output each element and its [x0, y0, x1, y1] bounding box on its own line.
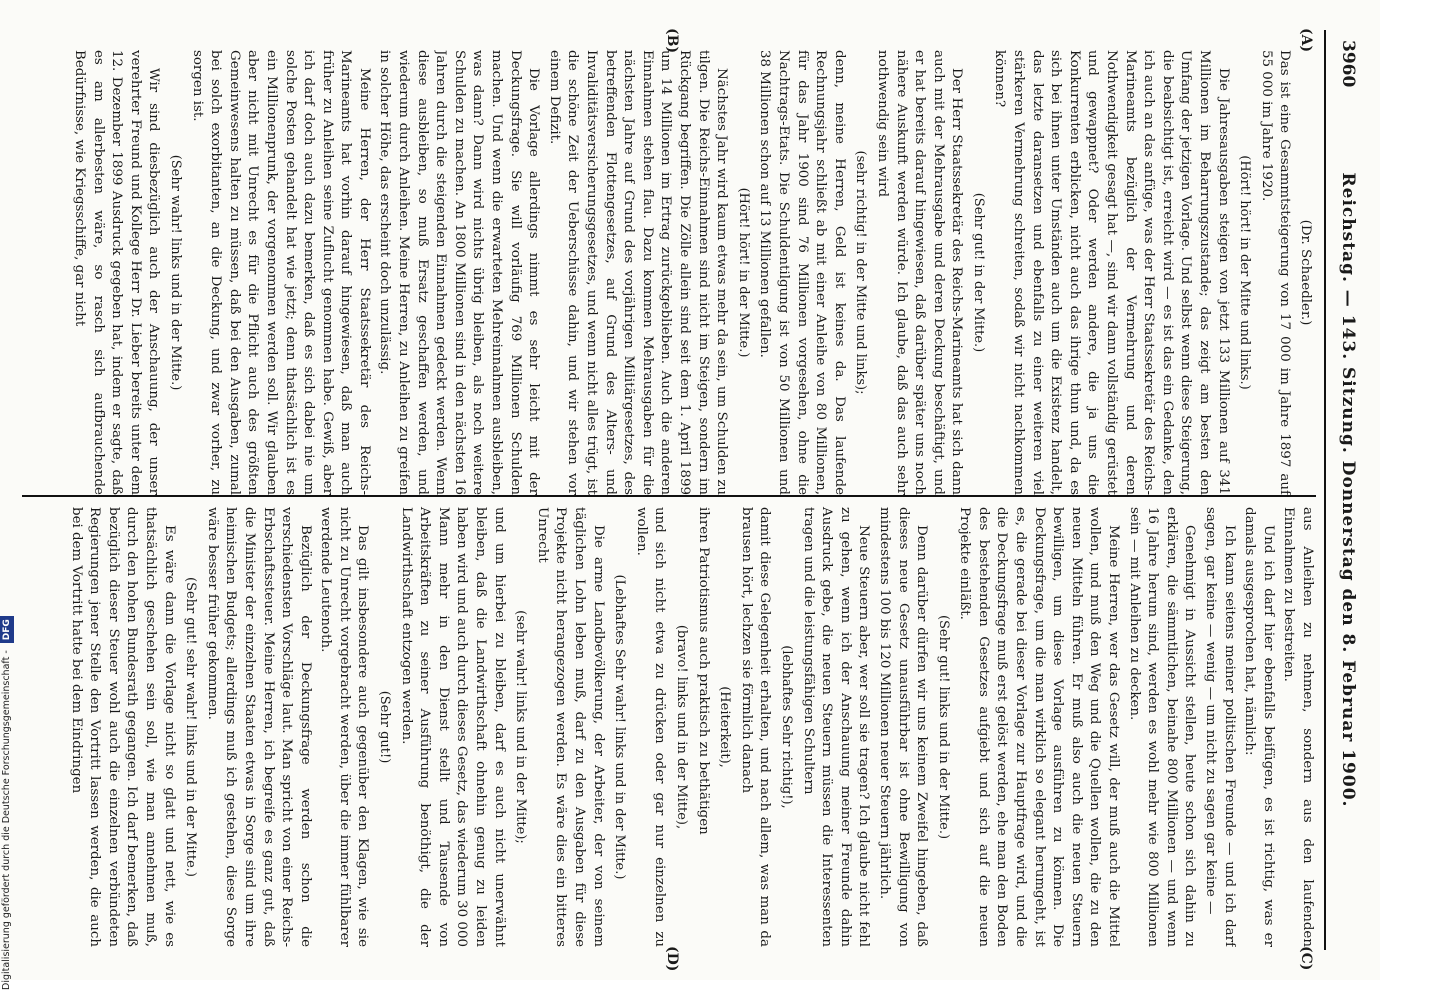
margin-mark-d: (D): [664, 946, 680, 972]
session-title: Reichstag. — 143. Sitzung. Donnerstag den 8. Februar 1900.: [1338, 172, 1358, 808]
paragraph: Nächstes Jahr wird kaum etwas mehr da sein, um Schulden zu tilgen. Die Reichs-Einnahmen sind nicht im Steigen, sondern im Rückgang begriffen. Die Zölle allein sind seit dem 1. April 1899 um 14 Millionen im Ertrag zurückgeblieben. Auch die anderen Einnahmen stehen flau. Dazu kommen Mehrausgaben für die nächsten Jahre auf Grund des vorjährigen Militärgesetzes, des betreffenden Flottengesetzes, auf Grund des Alters- und Invaliditätsversicherungsgesetzes, und wenn nicht alles trügt, ist die schöne Zeit der Ueberschüsse dahin, und wir stehen vor einem Defizit.: [546, 50, 730, 495]
paragraph: Die arme Landbevölkerung, der Arbeiter, der von seinem täglichen Lohn leben muß, darf zu den Ausgaben für diese Projekte nicht herangezogen werden. Es wäre dies ein bitteres Unrecht: [534, 507, 606, 947]
paragraph: Genehmigt in Aussicht stellen, heute schon sich dahin zu erklären, die sämmtlichen, beinahe 800 Millionen — und wenn 16 Jahre herum sind, werden es wohl mehr wie 800 Millionen sein — mit Anleihen zu decken.: [1126, 507, 1198, 947]
paragraph: und um hierbei zu bleiben, darf es auch nicht unerwähnt bleiben, daß die Landwirthschaft ohnehin genug zu leiden haben wird und auch durch dieses Gesetz, das wiederum 30 000 Mann mehr in den Dienst stellt und Tausende von Arbeitskräften zu seiner Ausführung benöthigt, die der Landwirthschaft entzogen werden.: [398, 507, 507, 947]
page-number: 3960: [1338, 40, 1358, 88]
paragraph: aus Anleihen zu nehmen, sondern aus den laufenden Einnahmen zu bestreiten.: [1281, 507, 1315, 947]
left-text-column: [22, 50, 1316, 495]
paragraph: und sich nicht etwa zu drücken oder gar nur einzelnen zu wollen.: [633, 507, 668, 947]
paragraph: Denn darüber dürfen wir uns keinem Zweifel hingeben, daß dieses neue Gesetz unausführbar ist ohne Bewilligung von mindestens 100 bis 120 Millionen neuer Steuern jährlich.: [876, 507, 930, 947]
paragraph: Und ich darf hier ebenfalls beifügen, es ist richtig, was er damals ausgesprochen hat, nämlich:: [1242, 507, 1276, 947]
interjection: (Lebhaftes Sehr wahr! links und in der Mitte.): [612, 574, 628, 880]
interjection: (Hört! hört! in der Mitte.): [735, 187, 751, 358]
interjection: (Heiterkeit),: [717, 686, 733, 768]
paragraph: Das gilt insbesondere auch gegenüber den Klagen, wie sie nicht zu Unrecht vorgebracht werden, über die immer fühlbarer werdende Leutenoth.: [318, 507, 371, 947]
paragraph: Die Jahresausgaben steigen von jetzt 133 Millionen auf 341 Millionen im Beharrungszustande; das zeigt am besten den Umfang der jetzigen Vorlage. Und selbst wenn diese Steigerung, die beabsichtigt ist, erreicht wird — es ist das ein Gedanke, den ich auch an das anfüge, was der Herr Staatssekretär des Reichs-Marineamts bezüglich der Vermehrung und deren Nothwendigkeit gesagt hat —, sind wir dann vollständig gerüstet und gewappnet? Oder werden andere, die ja uns die Konkurrenten erblicken, nicht auch das ihrige thun und, da es sich bei ihnen unter Umständen auch um die Existenz handelt, das letzte daransetzen und ebenfalls zu einer weiteren viel stärkeren Vermehrung schreiten, sodaß wir nicht nachkommen können?: [992, 50, 1231, 495]
paragraph: denn, meine Herren, Geld ist keines da. Das laufende Rechnungsjahr schließt ab mit einer Anleihe von 80 Millionen, für das Jahr 1900 sind 76 Millionen vorgesehen, ohne die Nachtrags-Etats. Die Schuldentilgung ist von 50 Millionen und 38 Millionen schon auf 13 Millionen gefallen.: [757, 50, 847, 495]
interjection: (Sehr gut! links und in der Mitte.): [935, 614, 951, 840]
paragraph: Meine Herren, der Herr Staatssekretär des Reichs-Marineamts hat vorhin darauf hingewiesen, daß man auch früher zu Anleihen seine Zuflucht genommen habe. Gewiß, aber ich darf doch auch dazu bemerken, daß es sich dabei nie um solche Posten gehandelt hat wie jetzt; denn thatsächlich ist es ein Millionenprunk, der vorgenommen werden soll. Wir glauben aber nicht mit Unrecht es für die Pflicht auch des größten Gemeinwesens halten zu müssen, daß bei den Ausgaben, zumal bei solch exorbitanten, an die Deckung, und zwar vorher, zu sorgen ist.: [189, 50, 372, 495]
paragraph: Das ist eine Gesammtsteigerung von 17 000 im Jahre 1897 auf 55 000 im Jahre 1920.: [1258, 50, 1293, 495]
margin-mark-c: (C): [1298, 946, 1314, 971]
paragraph: ihren Patriotismus auch praktisch zu bethätigen: [695, 507, 711, 835]
page-header: [1324, 30, 1366, 950]
interjection: (Sehr wahr! links und in der Mitte.): [167, 154, 183, 391]
paragraph: Der Herr Staatssekretär des Reichs-Marineamts hat sich dann auch mit der Mehrausgabe und deren Deckung beschäftigt, und er hat bereits darauf hingewiesen, daß darüber später uns noch nähere Auskunft werden würde. Ich glaube, daß das auch sehr nothwendig sein wird: [874, 50, 965, 495]
interjection: (sehr wahr! links und in der Mitte);: [513, 610, 529, 844]
paragraph: Die Vorlage allerdings nimmt es sehr leicht mit der Deckungsfrage. Sie will vorläufig 769 Millionen Schulden machen. Und wenn die erwarteten Mehreinnahmen ausbleiben, was dann? Dann wird nichts übrig bleiben, als noch weitere Schulden zu machen. An 1800 Millionen sind in den nächsten 16 Jahren durch die steigenden Einnahmen gedeckt werden. Wenn diese ausbleiben, so muß Ersatz geschaffen werden, und wiederum durch Anleihen. Meine Herren, zu Anleihen zu greifen in solcher Höhe, das erscheint doch unzulässig.: [377, 50, 542, 495]
paragraph: Bezüglich der Deckungsfrage werden schon die verschiedensten Vorschläge laut. Man spricht von einer Reichs-Erbschaftssteuer. Meine Herren, ich begreife es ganz gut, daß die Minister der einzelnen Staaten etwas in Sorge sind um ihre heimischen Budgets; allerdings muß ich gestehen, diese Sorge wäre besser früher gekommen.: [204, 507, 313, 947]
interjection: (Hört! hört! in der Mitte und links.): [1237, 155, 1253, 390]
interjection: (bravo! links und in der Mitte),: [674, 624, 689, 830]
margin-mark-a: (A): [1298, 28, 1314, 53]
interjection: (Sehr gut! sehr wahr! links und in der Mitte.): [183, 577, 199, 877]
right-text-column: [22, 495, 1316, 947]
paragraph: Meine Herren, wer das Gesetz will, der muß auch die Mittel wollen, und muß den Weg und die Quellen wollen, die zu den neuen Mitteln führen. Er muß also auch die neuen Steuern bewilligen, um diese Vorlage ausführen zu können. Die Deckungsfrage, um die man wirklich so elegant herumgeht, ist es, die gerade bei dieser Vorlage zur Hauptfrage wird, und die die Deckungsfrage muß erst gelöst werden, ehe man den Boden des bestehenden Gesetzes aufgiebt und sich auf die neuen Projekte einläßt.: [957, 507, 1122, 947]
digitization-credit: [0, 600, 14, 1000]
paragraph: Ich kann seitens meiner politischen Freunde — und ich darf sagen, gar keine — wenig — um nicht zu sagen gar keine —: [1203, 507, 1237, 947]
interjection: (lebhaftes Sehr richtig!),: [778, 645, 794, 809]
interjection: (Sehr gut! in der Mitte.): [970, 192, 986, 353]
paragraph: Wir sind diesbezüglich auch der Anschauung, der unser verehrter Freund und Kollege Herr Dr. Lieber bereits unter dem 12. Dezember 1899 Ausdruck gegeben hat, indem er sagte, daß es am allerbesten wäre, so rasch sich aufbrauchende Bedürfnisse, wie Kriegsschiffe, gar nicht: [72, 50, 162, 495]
interjection: (sehr richtig! in der Mitte und links);: [853, 150, 869, 395]
paragraph: damit diese Gelegenheit erhalten, und nach allem, was man da brausen hört, lechzen sie förmlich danach: [738, 507, 773, 947]
paragraph: Es wäre dann die Vorlage nicht so glatt und nett, wie es thatsächlich geschehen sein soll, wie man annehmen muß, durch den hohen Bundesrath gegangen. Ich darf bemerken, daß bezüglich dieser Steuer wohl auch die einzelnen verbündeten Regierungen jener Stelle den Vortritt lassen werden, die auch bei dem Vortritt hatte bei dem Eindringen: [68, 507, 177, 947]
interjection: (Sehr gut!): [377, 690, 393, 764]
dfg-logo: DFG: [0, 616, 14, 643]
margin-mark-b: (B): [664, 28, 680, 54]
speaker-name: (Dr. Schaedler.): [1298, 219, 1313, 326]
paragraph: Neue Steuern aber, wer soll sie tragen? Ich glaube nicht fehl zu gehen, wenn ich der Anschauung meiner Freunde dahin Ausdruck gebe, die neuen Steuern müssen die Interessenten tragen und die leistungsfähigen Schultern: [800, 507, 872, 947]
digitization-credit-text: Digitalisierung gefördert durch die Deutsche Forschungsgemeinschaft -: [1, 650, 12, 990]
